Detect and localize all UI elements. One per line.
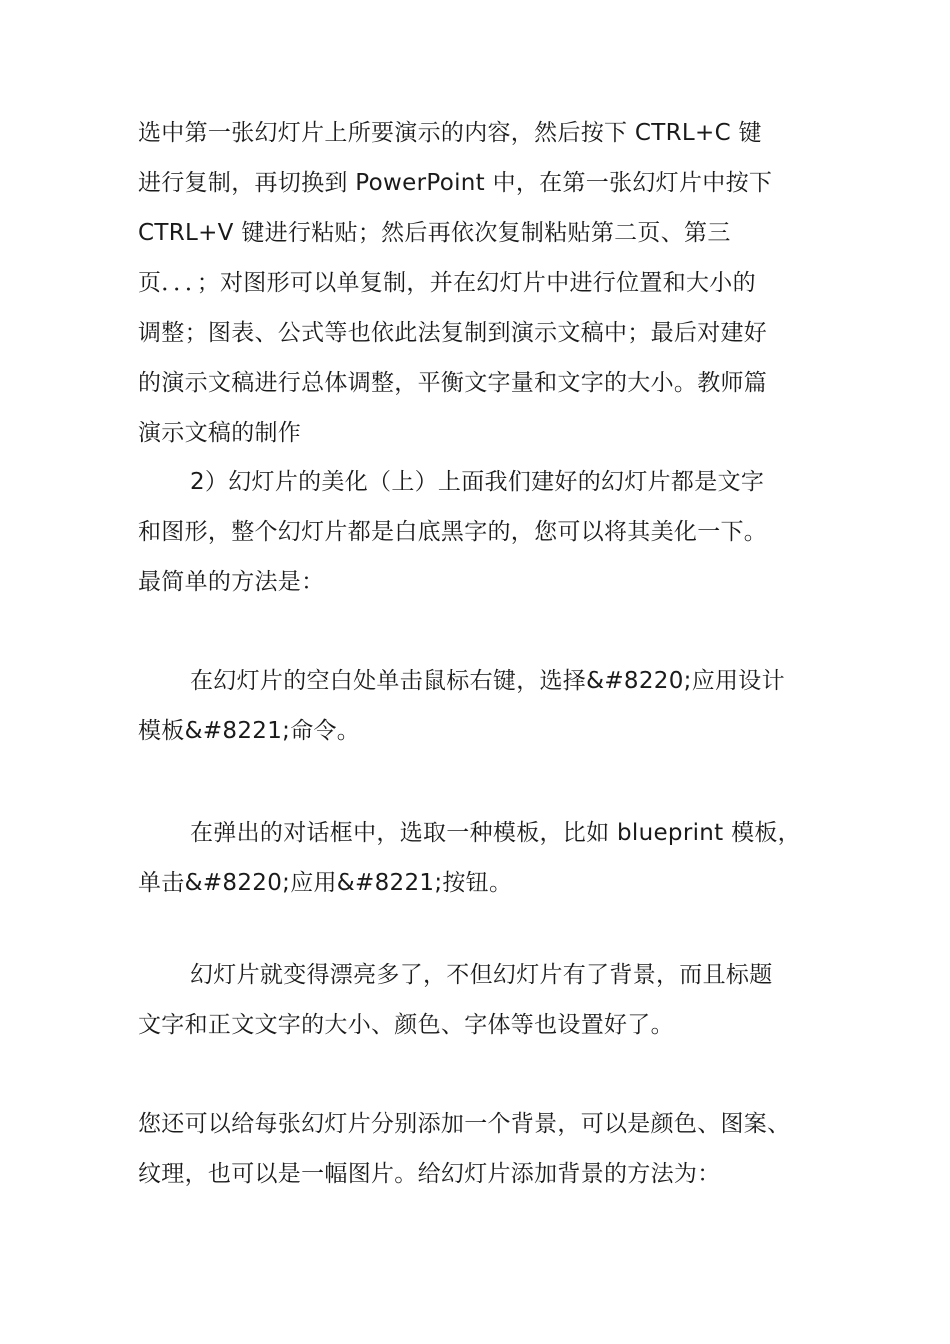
text-line: 的演示文稿进行总体调整，平衡文字量和文字的大小。教师篇 [138,370,768,396]
text-line: 最简单的方法是： [138,569,325,595]
text-line: 页．．．；对图形可以单复制，并在幻灯片中进行位置和大小的 [138,270,756,296]
text-line: 幻灯片就变得漂亮多了，不但幻灯片有了背景，而且标题 [190,962,773,988]
text-line: CTRL+V 键进行粘贴；然后再依次复制粘贴第二页、第三 [138,220,731,246]
text-line: 单击&#8220;应用&#8221;按钮。 [138,870,513,896]
text-line: 选中第一张幻灯片上所要演示的内容，然后按下 CTRL+C 键 [138,120,762,146]
text-line: 演示文稿的制作 [138,420,302,446]
text-line: 和图形，整个幻灯片都是白底黑字的，您可以将其美化一下。 [138,519,768,545]
text-line: 文字和正文文字的大小、颜色、字体等也设置好了。 [138,1012,674,1038]
text-line: 进行复制，再切换到 PowerPoint 中，在第一张幻灯片中按下 [138,170,773,196]
text-line: 调整；图表、公式等也依此法复制到演示文稿中；最后对建好 [138,320,768,346]
text-line: 纹理，也可以是一幅图片。给幻灯片添加背景的方法为： [138,1161,721,1187]
text-line: 您还可以给每张幻灯片分别添加一个背景，可以是颜色、图案、 [138,1111,791,1137]
text-line: 在弹出的对话框中，选取一种模板，比如 blueprint 模板， [190,820,801,846]
text-line: 在幻灯片的空白处单击鼠标右键，选择&#8220;应用设计 [190,668,785,694]
text-line: 模板&#8221;命令。 [138,718,361,744]
text-line: 2）幻灯片的美化（上）上面我们建好的幻灯片都是文字 [190,469,765,495]
